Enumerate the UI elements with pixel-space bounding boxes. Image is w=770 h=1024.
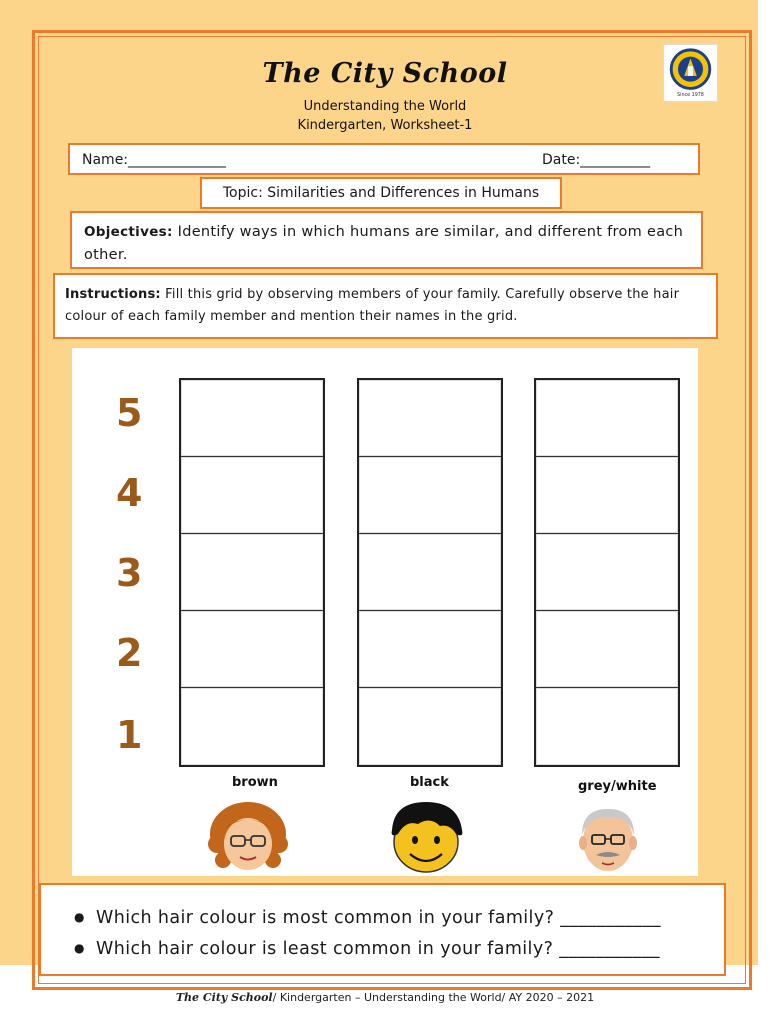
grid-cell[interactable] [181, 457, 323, 534]
objectives-box [70, 211, 703, 269]
instructions-heading: Instructions: [65, 287, 161, 302]
grid-cell[interactable] [536, 534, 678, 611]
row-number-5: 5 [116, 391, 143, 435]
worksheet-title: Kindergarten, Worksheet-1 [297, 118, 473, 133]
grid-cell[interactable] [359, 534, 501, 611]
instructions-text: Fill this grid by observing members of your family. Carefully observe the hair colour of each family member and mention their names in the grid. [65, 287, 680, 324]
page-footer [0, 991, 770, 1004]
grid-cell[interactable] [181, 534, 323, 611]
footer-school-name: The City School [175, 991, 273, 1004]
subject-title: Understanding the World [303, 99, 467, 114]
grid-cell[interactable] [536, 457, 678, 534]
question-most-common: ● Which hair colour is most common in your family? ___________ [96, 903, 724, 934]
name-date-box [68, 143, 700, 175]
grid-cell[interactable] [181, 611, 323, 688]
column-label-grey-white: grey/white [578, 779, 657, 794]
school-logo [663, 44, 718, 102]
brown-hair-face-icon [203, 794, 293, 876]
logo-caption: Since 1978 [677, 93, 704, 99]
grid-cell[interactable] [181, 380, 323, 457]
grid-cell[interactable] [359, 688, 501, 765]
date-field[interactable]: Date:__________ [542, 152, 651, 168]
row-number-1: 1 [116, 713, 143, 757]
topic-box: Topic: Similarities and Differences in Humans [200, 177, 562, 209]
row-number-2: 2 [116, 631, 143, 675]
grey-hair-face-icon [572, 801, 644, 876]
grey-white-column [534, 378, 680, 767]
black-column [357, 378, 503, 767]
instructions-box [53, 273, 718, 339]
footer-text: / Kindergarten – Understanding the World/ AY 2020 – 2021 [272, 991, 595, 1004]
school-title: The City School [262, 58, 508, 89]
question-least-common: ● Which hair colour is least common in your family? ___________ [96, 934, 724, 965]
row-number-4: 4 [116, 471, 143, 515]
grid-cell[interactable] [359, 611, 501, 688]
row-number-3: 3 [116, 551, 143, 595]
grid-cell[interactable] [536, 611, 678, 688]
grid-cell[interactable] [359, 457, 501, 534]
grid-cell[interactable] [536, 688, 678, 765]
column-label-brown: brown [232, 775, 278, 790]
name-field[interactable]: Name:______________ [82, 152, 227, 168]
column-label-black: black [410, 775, 449, 790]
grid-cell[interactable] [536, 380, 678, 457]
brown-column [179, 378, 325, 767]
black-hair-face-icon [380, 798, 472, 876]
objectives-heading: Objectives: [84, 224, 173, 240]
questions-box [39, 883, 726, 976]
grid-cell[interactable] [359, 380, 501, 457]
objectives-text: Identify ways in which humans are similar, and different from each other. [84, 224, 684, 263]
grid-cell[interactable] [181, 688, 323, 765]
